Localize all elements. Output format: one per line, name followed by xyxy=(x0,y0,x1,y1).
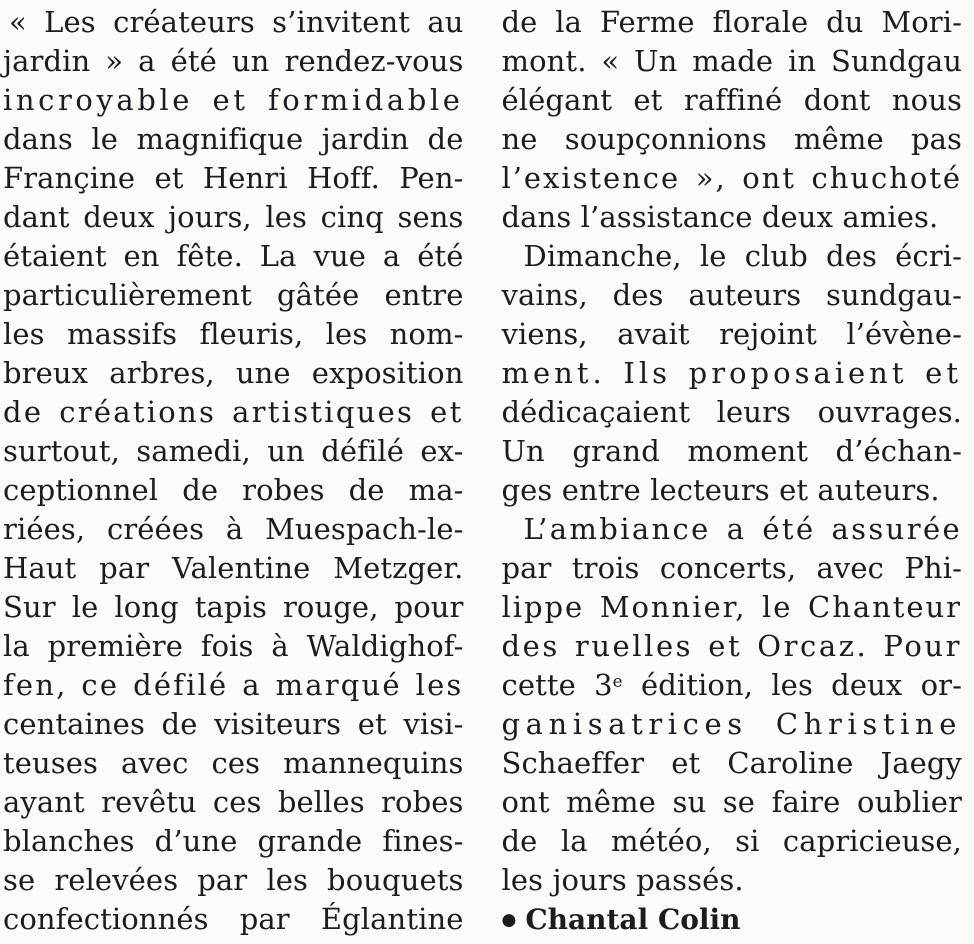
byline xyxy=(502,900,963,939)
text-line: viens, avait rejoint l’évène- xyxy=(501,317,962,351)
text-line: breux arbres, une exposition xyxy=(3,356,464,390)
text-line: ment. Ils proposaient et xyxy=(501,356,962,390)
text-line: dans le magnifique jardin de xyxy=(3,122,464,156)
text-line: Françine et Henri Hoff. Pen- xyxy=(3,161,464,195)
superscript-ordinal: e xyxy=(612,670,623,691)
text-line: de la météo, si capricieuse, xyxy=(501,824,962,858)
paragraph xyxy=(502,237,963,510)
text-line: l’existence », ont chuchoté xyxy=(501,161,962,195)
text-line: la première fois à Waldighof- xyxy=(3,629,464,663)
text-line: vains, des auteurs sundgau- xyxy=(501,278,962,312)
text-line: cette 3e édition, les deux or- xyxy=(501,668,962,702)
text-line: L’ambiance a été assurée xyxy=(523,512,962,546)
text-line: les jours passés. xyxy=(501,863,744,897)
text-line: de la Ferme florale du Mori- xyxy=(501,5,962,39)
text-line: « Les créateurs s’invitent au xyxy=(9,5,464,39)
text-line: ceptionnel de robes de ma- xyxy=(3,473,464,507)
text-line: élégant et raffiné dont nous xyxy=(501,83,962,117)
text-line: étaient en fête. La vue a été xyxy=(3,239,464,273)
text-line: Sur le long tapis rouge, pour xyxy=(3,590,464,624)
article-column-left xyxy=(3,3,464,944)
text-line: jardin » a été un rendez-vous xyxy=(3,44,464,78)
text-line: mont. « Un made in Sundgau xyxy=(501,44,962,78)
column-right-text xyxy=(502,3,963,900)
text-line: incroyable et formidable xyxy=(3,83,464,117)
text-line: lippe Monnier, le Chanteur xyxy=(501,590,962,624)
text-line: de créations artistiques et xyxy=(3,395,464,429)
text-line: blanches d’une grande fines- xyxy=(3,824,464,858)
text-line: dant deux jours, les cinq sens xyxy=(3,200,464,234)
text-line: ganisatrices Christine xyxy=(501,707,962,741)
paragraph xyxy=(502,3,963,237)
text-line: fen, ce défilé a marqué les xyxy=(3,668,464,702)
byline-author-name: Chantal Colin xyxy=(525,903,741,936)
text-line: se relevées par les bouquets xyxy=(3,863,464,897)
text-line: Haut par Valentine Metzger. xyxy=(3,551,464,585)
paragraph xyxy=(502,510,963,900)
text-line: dédicaçaient leurs ouvrages. xyxy=(501,395,962,429)
text-line: par trois concerts, avec Phi- xyxy=(501,551,962,585)
text-line: confectionnés par Églantine xyxy=(3,902,464,936)
text-line: riées, créées à Muespach-le- xyxy=(3,512,464,546)
text-line: les massifs fleuris, les nom- xyxy=(3,317,464,351)
text-line: surtout, samedi, un défilé ex- xyxy=(3,434,464,468)
text-line: dans l’assistance deux amies. xyxy=(501,200,939,234)
text-line: ont même su se faire oublier xyxy=(501,785,962,819)
paragraph xyxy=(3,3,464,939)
text-line: particulièrement gâtée entre xyxy=(3,278,464,312)
text-line: ne soupçonnions même pas xyxy=(501,122,962,156)
text-line: teuses avec ces mannequins xyxy=(3,746,464,780)
text-line: des ruelles et Orcaz. Pour xyxy=(501,629,962,663)
article-column-right xyxy=(502,3,963,944)
text-line: Dimanche, le club des écri- xyxy=(523,239,962,273)
text-line: Schaeffer et Caroline Jaegy xyxy=(501,746,962,780)
text-line: centaines de visiteurs et visi- xyxy=(3,707,464,741)
text-line: ges entre lecteurs et auteurs. xyxy=(501,473,940,507)
text-line: ayant revêtu ces belles robes xyxy=(3,785,464,819)
text-line: Un grand moment d’échan- xyxy=(501,434,962,468)
column-left-text xyxy=(3,3,464,939)
bullet-icon: ● xyxy=(501,910,517,930)
